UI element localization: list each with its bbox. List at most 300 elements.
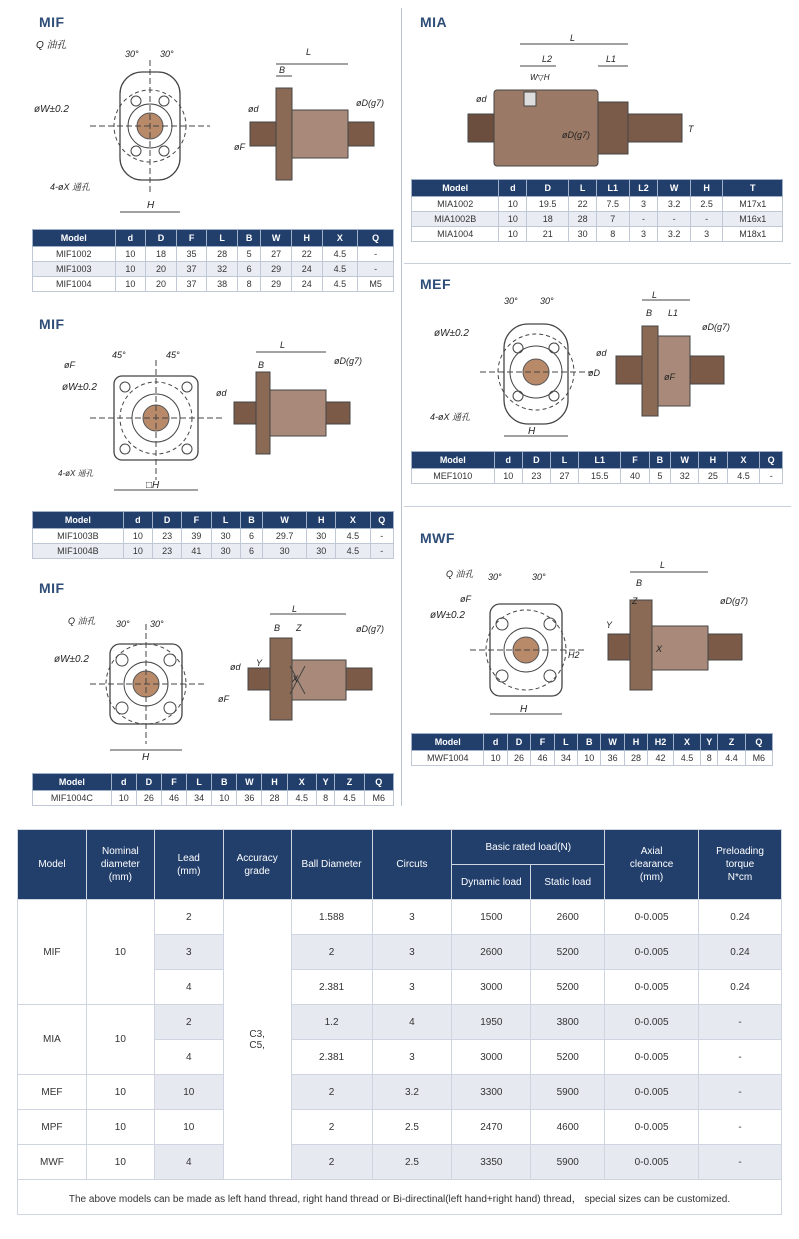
mif-x-label: 4-øX 通孔 xyxy=(50,182,91,192)
mif-square-drawing xyxy=(30,340,390,500)
spec-column-header: L1 xyxy=(597,180,630,197)
spec-column-header: F xyxy=(182,512,211,529)
mwf-drawing xyxy=(420,560,790,720)
spec-column-header: L xyxy=(187,774,212,791)
spec-column-header: Q xyxy=(370,512,394,529)
table-cell: 3 xyxy=(629,197,658,212)
cell-circuits: 4 xyxy=(372,1005,452,1040)
spec-header-row xyxy=(412,452,783,469)
table-cell: - xyxy=(370,544,394,559)
table-cell: 10 xyxy=(484,751,507,766)
cell-nominal: 10 xyxy=(86,1005,154,1075)
cell-dynamic-load: 3000 xyxy=(452,1040,531,1075)
angle-label: 30° xyxy=(160,49,174,59)
table-cell: MIF1004B xyxy=(33,544,124,559)
table-cell: 10 xyxy=(123,529,152,544)
mif-square-x-label: 4-øX 通孔 xyxy=(58,469,94,478)
mif-c-section-title: MIF xyxy=(39,580,65,596)
spec-column-header: X xyxy=(336,512,370,529)
header-preloading-torque: Preloading torque N*cm xyxy=(699,830,782,900)
header-basic-rated-load: Basic rated load(N) xyxy=(452,830,605,865)
mef-drawing xyxy=(420,290,790,440)
table-cell: MEF1010 xyxy=(412,469,495,484)
spec-column-header: W xyxy=(601,734,624,751)
dim-dg-label: øD(g7) xyxy=(356,624,385,634)
dim-z-label: Z xyxy=(296,623,302,633)
cell-dynamic-load: 2470 xyxy=(452,1110,531,1145)
dim-dg-label: øD(g7) xyxy=(702,322,731,332)
angle-label: 45° xyxy=(166,350,180,360)
table-cell: 3 xyxy=(629,227,658,242)
spec-header-row xyxy=(412,180,783,197)
cell-axial-clearance: 0-0.005 xyxy=(605,900,699,935)
spec-column-header: D xyxy=(146,230,177,247)
cell-dynamic-load: 3000 xyxy=(452,970,531,1005)
cell-lead: 10 xyxy=(154,1075,223,1110)
column-divider xyxy=(401,8,402,806)
table-cell: MIF1003B xyxy=(33,529,124,544)
cell-preloading-torque: 0.24 xyxy=(699,970,782,1005)
cell-dynamic-load: 1500 xyxy=(452,900,531,935)
table-cell: MIF1004 xyxy=(33,277,116,292)
table-cell: - xyxy=(658,212,691,227)
spec-column-header: Model xyxy=(412,180,499,197)
table-cell: M17x1 xyxy=(723,197,783,212)
angle-label: 45° xyxy=(112,350,126,360)
table-row xyxy=(412,212,783,227)
mia-section-title: MIA xyxy=(420,14,448,30)
table-cell: 4.5 xyxy=(322,277,358,292)
dim-x-label: X xyxy=(292,674,299,684)
dim-t-label: T xyxy=(688,124,694,134)
cell-preloading-torque: 0.24 xyxy=(699,900,782,935)
spec-header-row xyxy=(33,230,394,247)
table-cell: 10 xyxy=(499,227,527,242)
spec-column-header: L xyxy=(569,180,597,197)
cell-circuits: 3 xyxy=(372,970,452,1005)
cell-axial-clearance: 0-0.005 xyxy=(605,1005,699,1040)
cell-preloading-torque: - xyxy=(699,1110,782,1145)
table-row xyxy=(18,1005,782,1040)
table-cell: 10 xyxy=(499,212,527,227)
table-row xyxy=(412,469,783,484)
dim-d-label: ød xyxy=(596,348,607,358)
dim-l-label: L xyxy=(292,604,298,614)
table-row xyxy=(33,277,394,292)
table-cell: 10 xyxy=(115,247,146,262)
cell-static-load: 2600 xyxy=(531,900,605,935)
table-row xyxy=(33,529,394,544)
table-cell: 6 xyxy=(240,529,262,544)
table-cell: 10 xyxy=(499,197,527,212)
cell-ball-diameter: 2 xyxy=(291,1145,372,1180)
table-cell: 6 xyxy=(240,544,262,559)
cell-axial-clearance: 0-0.005 xyxy=(605,970,699,1005)
spec-column-header: L xyxy=(211,512,240,529)
table-cell: 4.5 xyxy=(727,469,760,484)
table-cell: 5 xyxy=(649,469,671,484)
cell-ball-diameter: 2 xyxy=(291,1110,372,1145)
table-cell: 8 xyxy=(597,227,630,242)
dim-l1-label: L1 xyxy=(668,308,679,318)
table-cell: 26 xyxy=(136,791,161,806)
spec-column-header: W xyxy=(237,774,262,791)
cell-circuits: 3 xyxy=(372,935,452,970)
table-cell: MIA1004 xyxy=(412,227,499,242)
table-cell: 27 xyxy=(550,469,578,484)
table-cell: M5 xyxy=(358,277,394,292)
spec-column-header: W xyxy=(263,512,307,529)
cell-lead: 4 xyxy=(154,1040,223,1075)
cell-axial-clearance: 0-0.005 xyxy=(605,1040,699,1075)
spec-header-row xyxy=(412,734,773,751)
spec-column-header: Y xyxy=(316,774,334,791)
table-cell: - xyxy=(629,212,658,227)
cell-static-load: 5900 xyxy=(531,1145,605,1180)
angle-label: 30° xyxy=(532,572,546,582)
table-cell: 37 xyxy=(176,277,207,292)
spec-column-header: Q xyxy=(760,452,783,469)
table-cell: 34 xyxy=(187,791,212,806)
table-cell: 28 xyxy=(624,751,647,766)
cell-preloading-torque: 0.24 xyxy=(699,935,782,970)
table-row xyxy=(18,1075,782,1110)
spec-column-header: Model xyxy=(33,230,116,247)
cell-nominal: 10 xyxy=(86,900,154,1005)
table-cell: 28 xyxy=(262,791,287,806)
mif-c-w-label: øW±0.2 xyxy=(54,654,89,665)
spec-column-header: d xyxy=(499,180,527,197)
table-cell: 41 xyxy=(182,544,211,559)
dim-y-label: Y xyxy=(256,658,263,668)
table-cell: 18 xyxy=(146,247,177,262)
dim-dd-label: øD xyxy=(588,368,600,378)
table-row xyxy=(33,544,394,559)
dim-b-label: B xyxy=(258,360,265,370)
header-accuracy: Accuracy grade xyxy=(223,830,291,900)
table-cell: 19.5 xyxy=(527,197,569,212)
cell-static-load: 5200 xyxy=(531,935,605,970)
table-cell: 30 xyxy=(211,544,240,559)
spec-column-header: H xyxy=(624,734,647,751)
mia-drawing xyxy=(420,26,790,176)
cell-preloading-torque: - xyxy=(699,1005,782,1040)
cell-circuits: 2.5 xyxy=(372,1110,452,1145)
dim-b-label: B xyxy=(279,65,286,75)
table-cell: 7 xyxy=(597,212,630,227)
section-divider xyxy=(404,263,791,264)
table-cell: 10 xyxy=(111,791,136,806)
spec-column-header: D xyxy=(527,180,569,197)
table-cell: 28 xyxy=(569,212,597,227)
header-circuits: Circuts xyxy=(372,830,452,900)
spec-column-header: Q xyxy=(745,734,772,751)
dim-f-label: øF xyxy=(234,142,245,152)
performance-table-header xyxy=(18,830,782,900)
table-cell: 30 xyxy=(569,227,597,242)
table-cell: MIF1002 xyxy=(33,247,116,262)
table-cell: 4.5 xyxy=(336,529,370,544)
table-cell: - xyxy=(690,212,723,227)
dim-z-label: Z xyxy=(632,596,638,606)
spec-column-header: Model xyxy=(33,774,112,791)
angle-label: 30° xyxy=(125,49,139,59)
table-row xyxy=(33,262,394,277)
cell-circuits: 3 xyxy=(372,1040,452,1075)
table-cell: 29 xyxy=(261,277,292,292)
table-cell: 4.5 xyxy=(287,791,316,806)
cell-circuits: 3.2 xyxy=(372,1075,452,1110)
angle-label: 30° xyxy=(116,619,130,629)
cell-ball-diameter: 2.381 xyxy=(291,970,372,1005)
table-cell: 8 xyxy=(316,791,334,806)
mef-x-label: 4-øX 通孔 xyxy=(430,412,471,422)
table-cell: - xyxy=(358,262,394,277)
dim-dg-label: øD(g7) xyxy=(720,596,749,606)
table-row xyxy=(18,1110,782,1145)
table-cell: MIA1002 xyxy=(412,197,499,212)
spec-column-header: B xyxy=(240,512,262,529)
spec-column-header: L xyxy=(207,230,238,247)
dim-b-label: B xyxy=(274,623,281,633)
angle-label: 30° xyxy=(504,296,518,306)
table-cell: 22 xyxy=(291,247,322,262)
dim-l-label: L xyxy=(280,340,286,350)
table-cell: 30 xyxy=(307,544,336,559)
dim-l-label: L xyxy=(652,290,658,300)
table-cell: 8 xyxy=(237,277,260,292)
dim-d-label: ød xyxy=(476,94,487,104)
dim-l-label: L xyxy=(570,33,576,43)
cell-accuracy: C3, C5, xyxy=(223,900,291,1180)
spec-column-header: d xyxy=(484,734,507,751)
dim-x-label: X xyxy=(656,644,663,654)
mif-c-h-label: H xyxy=(142,752,150,763)
spec-column-header: X xyxy=(727,452,760,469)
cell-lead: 4 xyxy=(154,1145,223,1180)
table-cell: 37 xyxy=(176,262,207,277)
table-cell: 32 xyxy=(207,262,238,277)
table-cell: 23 xyxy=(152,544,181,559)
dim-d-label: ød xyxy=(216,388,227,398)
cell-preloading-torque: - xyxy=(699,1145,782,1180)
table-row xyxy=(18,1145,782,1180)
spec-column-header: H xyxy=(699,452,727,469)
table-cell: 26 xyxy=(507,751,530,766)
spec-header-row xyxy=(33,774,394,791)
mwf-spec-table xyxy=(411,733,773,766)
mef-section-title: MEF xyxy=(420,276,452,292)
spec-column-header: F xyxy=(621,452,649,469)
table-cell: - xyxy=(370,529,394,544)
spec-column-header: d xyxy=(111,774,136,791)
section-divider xyxy=(404,506,791,507)
performance-table xyxy=(17,829,782,1215)
table-cell: 7.5 xyxy=(597,197,630,212)
table-cell: 10 xyxy=(115,277,146,292)
table-cell: 5 xyxy=(237,247,260,262)
spec-column-header: W xyxy=(658,180,691,197)
table-cell: 10 xyxy=(115,262,146,277)
cell-dynamic-load: 3350 xyxy=(452,1145,531,1180)
table-cell: M18x1 xyxy=(723,227,783,242)
table-cell: 27 xyxy=(261,247,292,262)
spec-column-header: H xyxy=(307,512,336,529)
cell-static-load: 3800 xyxy=(531,1005,605,1040)
table-cell: 10 xyxy=(212,791,237,806)
table-cell: 30 xyxy=(211,529,240,544)
cell-circuits: 3 xyxy=(372,900,452,935)
table-cell: 29 xyxy=(261,262,292,277)
mif-square-h-label: □H xyxy=(146,480,160,491)
spec-column-header: Q xyxy=(364,774,393,791)
table-cell: - xyxy=(760,469,783,484)
angle-label: 30° xyxy=(540,296,554,306)
table-cell: M6 xyxy=(364,791,393,806)
table-cell: 23 xyxy=(522,469,550,484)
cell-nominal: 10 xyxy=(86,1145,154,1180)
cell-dynamic-load: 1950 xyxy=(452,1005,531,1040)
spec-column-header: W xyxy=(671,452,699,469)
table-cell: 15.5 xyxy=(579,469,621,484)
table-cell: 24 xyxy=(291,277,322,292)
cell-dynamic-load: 3300 xyxy=(452,1075,531,1110)
angle-label: 30° xyxy=(150,619,164,629)
cell-lead: 2 xyxy=(154,900,223,935)
performance-table-body xyxy=(18,900,782,1215)
cell-axial-clearance: 0-0.005 xyxy=(605,935,699,970)
spec-column-header: F xyxy=(531,734,554,751)
dim-f-label: øF xyxy=(64,360,75,370)
table-cell: 32 xyxy=(671,469,699,484)
table-cell: 46 xyxy=(531,751,554,766)
spec-column-header: Y xyxy=(701,734,718,751)
cell-lead: 4 xyxy=(154,970,223,1005)
cell-nominal: 10 xyxy=(86,1075,154,1110)
cell-static-load: 5200 xyxy=(531,1040,605,1075)
table-cell: 3.2 xyxy=(658,227,691,242)
mif-h-label: H xyxy=(147,200,155,211)
mif-square-section-title: MIF xyxy=(39,316,65,332)
spec-column-header: Model xyxy=(33,512,124,529)
header-nominal-diameter: Nominal diameter (mm) xyxy=(86,830,154,900)
spec-column-header: D xyxy=(522,452,550,469)
table-cell: 29.7 xyxy=(263,529,307,544)
table-cell: 4.5 xyxy=(673,751,700,766)
cell-lead: 10 xyxy=(154,1110,223,1145)
note-row xyxy=(18,1180,782,1215)
spec-column-header: H xyxy=(690,180,723,197)
spec-column-header: H xyxy=(262,774,287,791)
spec-column-header: L2 xyxy=(629,180,658,197)
table-cell: 22 xyxy=(569,197,597,212)
table-cell: 3 xyxy=(690,227,723,242)
spec-column-header: D xyxy=(136,774,161,791)
header-ball-diameter: Ball Diameter xyxy=(291,830,372,900)
table-cell: 46 xyxy=(161,791,186,806)
dim-f-label: øF xyxy=(218,694,229,704)
cell-preloading-torque: - xyxy=(699,1040,782,1075)
mwf-q-label: Q 油孔 xyxy=(446,569,474,579)
table-cell: 35 xyxy=(176,247,207,262)
spec-column-header: L xyxy=(550,452,578,469)
table-row xyxy=(33,791,394,806)
spec-column-header: D xyxy=(507,734,530,751)
mwf-section-title: MWF xyxy=(420,530,455,546)
table-cell: M6 xyxy=(745,751,772,766)
table-cell: 4.5 xyxy=(322,247,358,262)
table-row xyxy=(412,751,773,766)
table-cell: 8 xyxy=(701,751,718,766)
spec-column-header: Z xyxy=(335,774,364,791)
dim-dg-label: øD(g7) xyxy=(356,98,385,108)
cell-lead: 3 xyxy=(154,935,223,970)
spec-column-header: H2 xyxy=(648,734,674,751)
cell-ball-diameter: 2.381 xyxy=(291,1040,372,1075)
table-cell: MWF1004 xyxy=(412,751,484,766)
spec-column-header: X xyxy=(287,774,316,791)
spec-column-header: F xyxy=(161,774,186,791)
mif-section-title: MIF xyxy=(39,14,65,30)
header-lead: Lead (mm) xyxy=(154,830,223,900)
cell-static-load: 5900 xyxy=(531,1075,605,1110)
cell-dynamic-load: 2600 xyxy=(452,935,531,970)
mef-h-label: H xyxy=(528,426,536,437)
table-cell: 42 xyxy=(648,751,674,766)
cell-ball-diameter: 1.2 xyxy=(291,1005,372,1040)
cell-circuits: 2.5 xyxy=(372,1145,452,1180)
table-cell: 2.5 xyxy=(690,197,723,212)
dim-dg-label: øD(g7) xyxy=(334,356,363,366)
table-cell: 10 xyxy=(123,544,152,559)
cell-static-load: 4600 xyxy=(531,1110,605,1145)
header-model: Model xyxy=(18,830,87,900)
cell-model: MIA xyxy=(18,1005,87,1075)
dim-b-label: B xyxy=(636,578,643,588)
table-cell: - xyxy=(358,247,394,262)
spec-column-header: d xyxy=(123,512,152,529)
spec-column-header: X xyxy=(673,734,700,751)
mia-spec-table xyxy=(411,179,783,242)
table-cell: 36 xyxy=(601,751,624,766)
table-cell: 34 xyxy=(554,751,577,766)
dim-b-label: B xyxy=(646,308,653,318)
table-cell: 4.5 xyxy=(336,544,370,559)
cell-lead: 2 xyxy=(154,1005,223,1040)
table-cell: 4.5 xyxy=(322,262,358,277)
spec-column-header: F xyxy=(176,230,207,247)
cell-ball-diameter: 2 xyxy=(291,1075,372,1110)
spec-column-header: X xyxy=(322,230,358,247)
spec-column-header: Q xyxy=(358,230,394,247)
cell-axial-clearance: 0-0.005 xyxy=(605,1075,699,1110)
table-row xyxy=(412,227,783,242)
mif-w-label: øW±0.2 xyxy=(34,104,69,115)
table-cell: MIF1003 xyxy=(33,262,116,277)
table-cell: 20 xyxy=(146,277,177,292)
table-cell: 4.4 xyxy=(718,751,745,766)
dim-d-label: ød xyxy=(248,104,259,114)
mif-q-label: Q 油孔 xyxy=(36,40,67,51)
spec-column-header: T xyxy=(723,180,783,197)
mif-square-w-label: øW±0.2 xyxy=(62,382,97,393)
spec-column-header: B xyxy=(237,230,260,247)
table-cell: 23 xyxy=(152,529,181,544)
mwf-h-label: H xyxy=(520,704,528,715)
table-cell: 39 xyxy=(182,529,211,544)
cell-model: MEF xyxy=(18,1075,87,1110)
angle-label: 30° xyxy=(488,572,502,582)
